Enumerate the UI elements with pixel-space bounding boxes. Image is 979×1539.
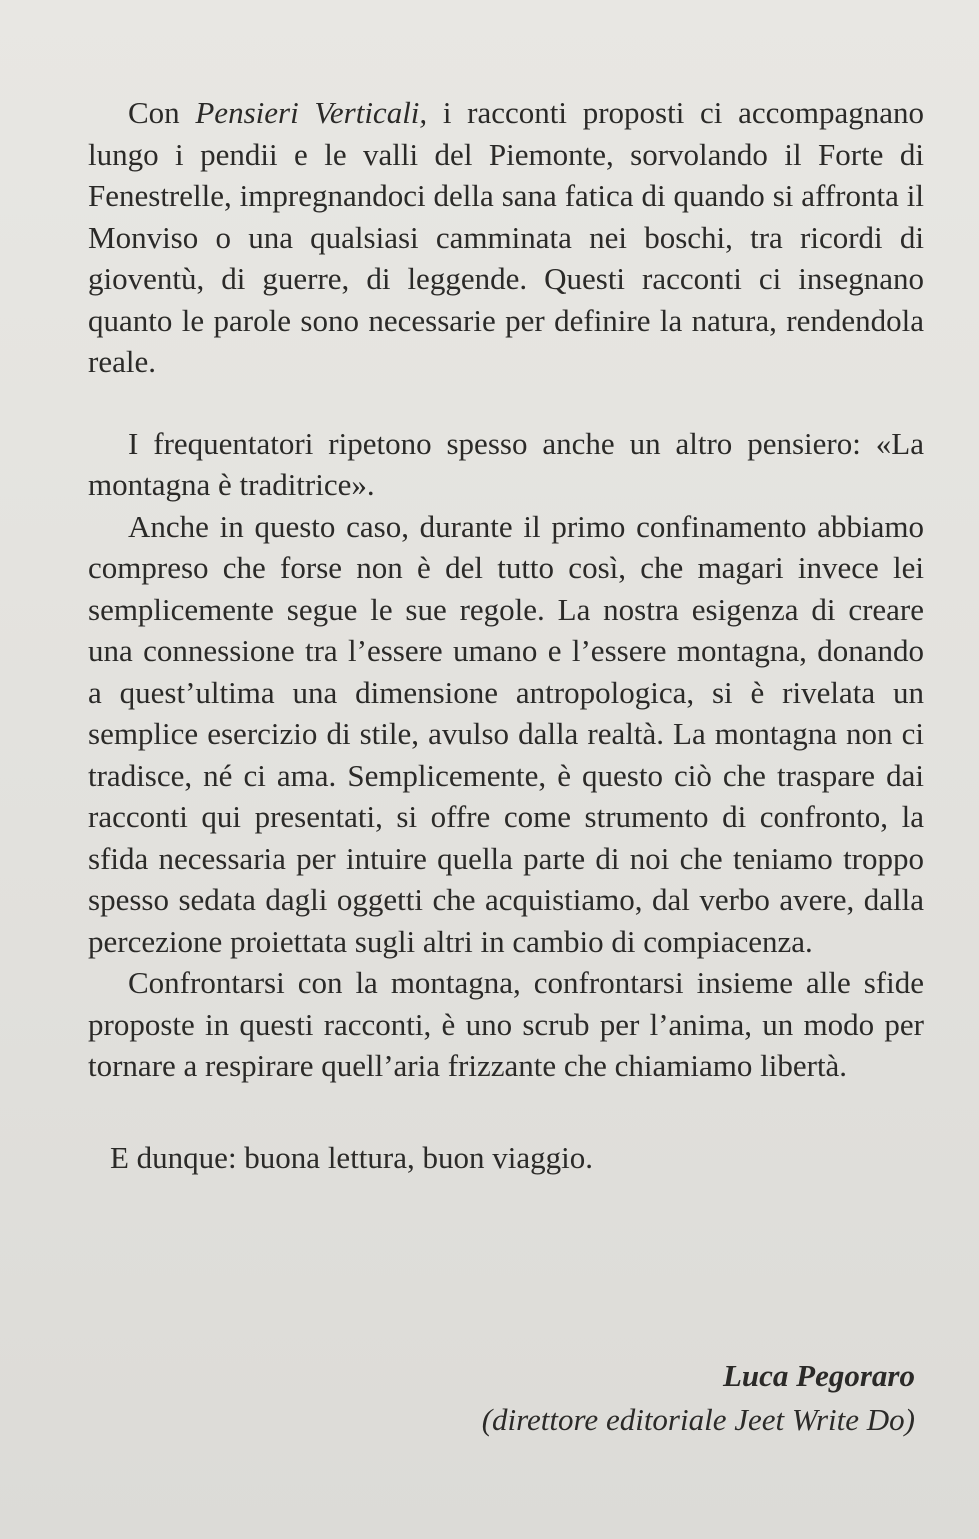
author-role: (direttore editoriale Jeet Write Do) [481,1402,915,1437]
author-name: Luca Pegoraro [722,1358,915,1393]
paragraph-spacer [88,1087,924,1137]
intro-prefix: Con [128,95,196,130]
paragraph-quote: I frequentatori ripetono spesso anche un altro pensiero: «La montagna è traditrice». [88,425,924,502]
signature-block [482,1354,915,1442]
paragraph-intro [88,92,924,383]
paragraph-confinement: Anche in questo caso, durante il primo confinamento abbiamo compreso che forse non è del tutto così, che magari invece lei semplicemente segue le sue regole. La nostra esigenza di creare una connessione tra l’essere umano e l’essere montagna, donando a quest’ultima una dimensione antropologica, si è rivelata un semplice esercizio di stile, avulso dalla realtà. La montagna non ci tradisce, né ci ama. Semplicemente, è questo ciò che traspare dai racconti qui presentati, si offre come strumento di confronto, la sfida necessaria per intuire quella parte di noi che teniamo troppo spesso sedata dagli oggetti che acquistiamo, dal verbo avere, dalla percezione proiettata sugli altri in cambio di compiacenza. [88,508,924,959]
book-title: Pensieri Verticali, [195,95,428,130]
closing-line: E dunque: buona lettura, buon viaggio. [110,1139,593,1175]
paragraph-spacer [88,383,924,423]
intro-text: i racconti proposti ci accompagnano lungo i pendii e le valli del Piemonte, sorvolando il Forte di Fenestrelle, impregnandoci della sana fatica di quando si affronta il Monviso o una qualsiasi camminata nei boschi, tra ricordi di gioventù, di guerre, di leggende. Questi racconti ci insegnano quanto le parole sono necessarie per definire la natura, rendendola reale. [88,95,924,379]
paragraph-freedom: Confrontarsi con la montagna, confrontarsi insieme alle sfide proposte in questi racconti, è uno scrub per l’anima, un modo per tornare a respirare quell’aria frizzante che chiamiamo libertà. [88,965,924,1083]
body-text [88,92,924,1178]
